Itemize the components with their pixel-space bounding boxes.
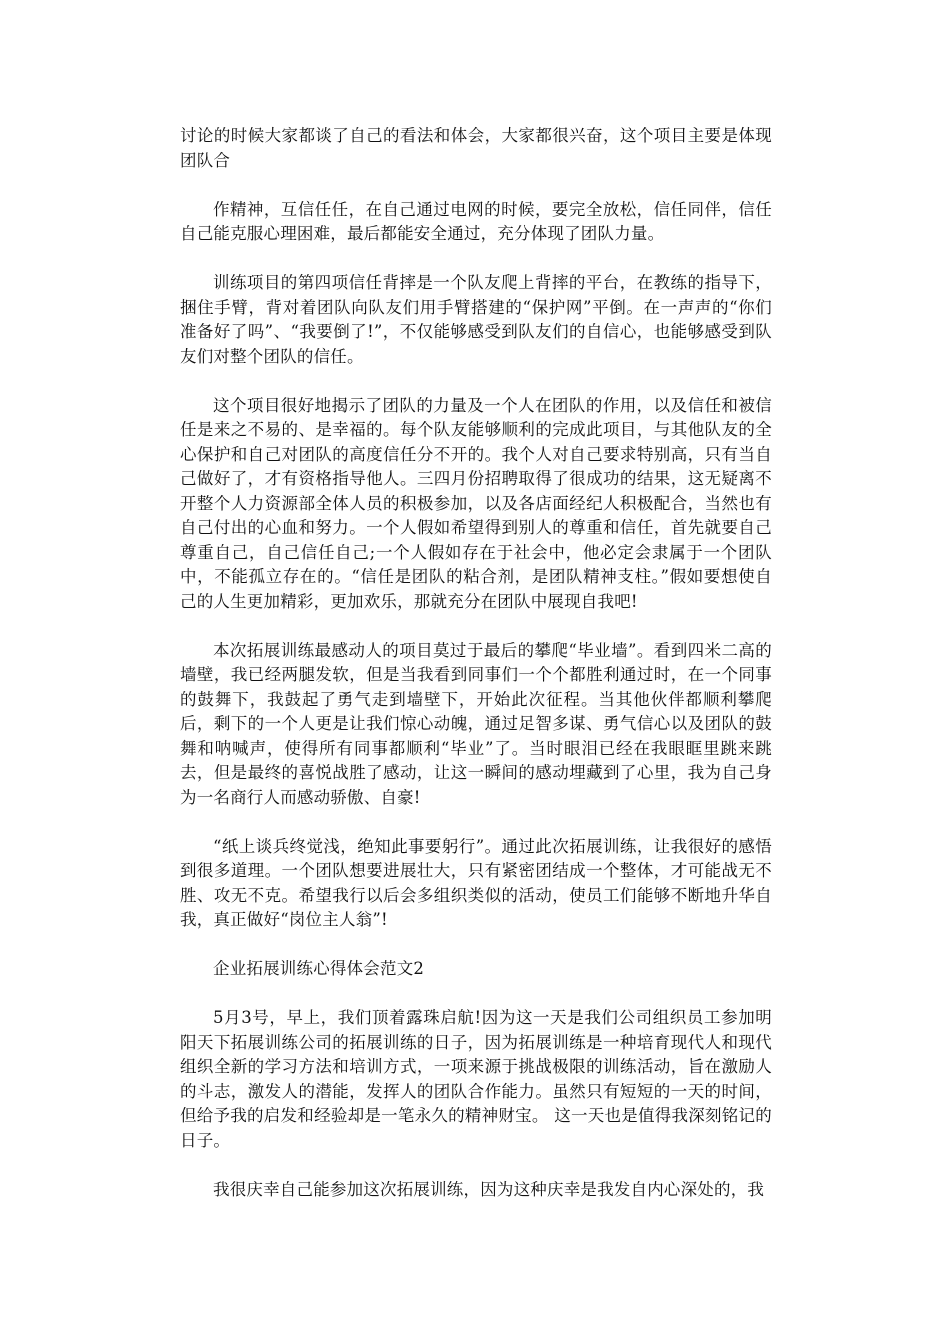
paragraph-5: 本次拓展训练最感动人的项目莫过于最后的攀爬“毕业墙”。看到四米二高的墙壁，我已经两腿发软，但是当我看到同事们一个个都胜利通过时，在一个同事的鼓舞下，我鼓起了勇气走到墙壁下，开始此次征程。当其他伙伴都顺利攀爬后，剩下的一个人更是让我们惊心动魄，通过足智多谋、勇气信心以及团队的鼓舞和呐喊声，使得所有同事都顺利“毕业”了。当时眼泪已经在我眼眶里跳来跳去，但是最终的喜悦战胜了感动，让这一瞬间的感动埋藏到了心里，我为自己身为一名商行人而感动骄傲、自豪!: [180, 640, 772, 807]
paragraph-7: 5月3号，早上，我们顶着露珠启航!因为这一天是我们公司组织员工参加明阳天下拓展训练公司的拓展训练的日子，因为拓展训练是一种培育现代人和现代组织全新的学习方法和培训方式，一项来源于挑战极限的训练活动，旨在激励人的斗志，激发人的潜能，发挥人的团队合作能力。虽然只有短短的一天的时间，但给予我的启发和经验却是一笔永久的精神财宝。 这一天也是值得我深刻铭记的日子。: [180, 1008, 772, 1150]
paragraph-6: “纸上谈兵终觉浅，绝知此事要躬行”。通过此次拓展训练，让我很好的感悟到很多道理。一个团队想要进展壮大，只有紧密团结成一个整体，才可能战无不胜、攻无不克。希望我行以后会多组织类似的活动，使员工们能够不断地升华自我，真正做好“岗位主人翁”!: [180, 836, 772, 929]
paragraph-3: 训练项目的第四项信任背摔是一个队友爬上背摔的平台，在教练的指导下，捆住手臂，背对着团队向队友们用手臂搭建的“保护网”平倒。在一声声的“你们准备好了吗”、“我要倒了!”，不仅能够感受到队友们的自信心，也能够感受到队友们对整个团队的信任。: [180, 273, 772, 366]
paragraph-4: 这个项目很好地揭示了团队的力量及一个人在团队的作用，以及信任和被信任是来之不易的、是幸福的。每个队友能够顺利的完成此项目，与其他队友的全心保护和自己对团队的高度信任分不开的。我个人对自己要求特别高，只有当自己做好了，才有资格指导他人。三四月份招聘取得了很成功的结果，这无疑离不开整个人力资源部全体人员的积极参加，以及各店面经纪人积极配合，当然也有自己付出的心血和努力。一个人假如希望得到别人的尊重和信任，首先就要自己尊重自己，自己信任自己;一个人假如存在于社会中，他必定会隶属于一个团队中，不能孤立存在的。“信任是团队的粘合剂，是团队精神支柱。”假如要想使自己的人生更加精彩，更加欢乐，那就充分在团队中展现自我吧!: [180, 395, 772, 611]
paragraph-8: 我很庆幸自己能参加这次拓展训练，因为这种庆幸是我发自内心深处的，我: [213, 1179, 765, 1199]
section-heading: 企业拓展训练心得体会范文2: [213, 959, 425, 978]
paragraph-2: 作精神，互信任任，在自己通过电网的时候，要完全放松，信任同伴，信任自己能克服心理困难，最后都能安全通过，充分体现了团队力量。: [180, 199, 772, 243]
paragraph-1: 讨论的时候大家都谈了自己的看法和体会，大家都很兴奋，这个项目主要是体现团队合: [180, 126, 772, 170]
document-body: [180, 124, 772, 1227]
